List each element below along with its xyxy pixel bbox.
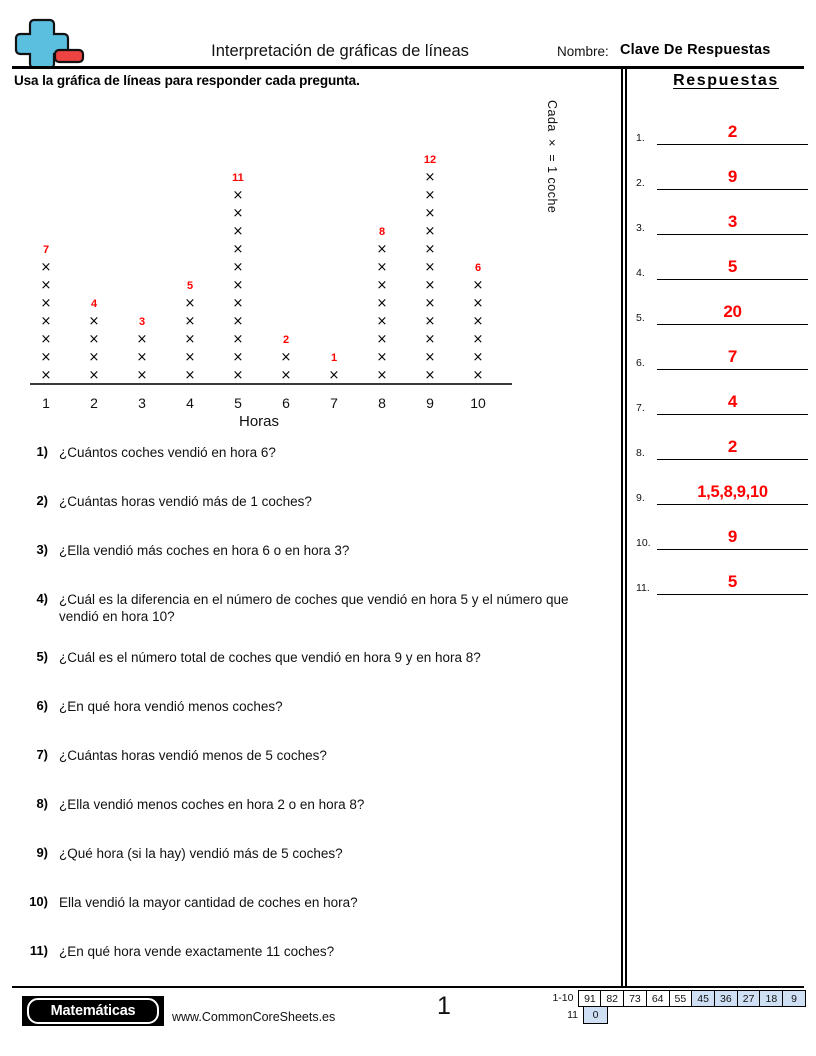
x-mark-icon: ×	[40, 350, 52, 365]
x-mark-icon: ×	[280, 350, 292, 365]
question-number: 10)	[29, 894, 48, 909]
score-cell[interactable]: 64	[647, 990, 670, 1007]
plot-column-8	[362, 225, 402, 385]
score-row-label: 11	[567, 1009, 578, 1021]
x-mark-icon: ×	[184, 314, 196, 329]
answer-number: 10.	[636, 537, 651, 549]
answer-value: 4	[727, 392, 738, 411]
answer-value: 9	[727, 527, 738, 546]
answer-row-10[interactable]	[636, 505, 808, 550]
x-mark-icon: ×	[232, 224, 244, 239]
x-mark-icon: ×	[424, 242, 436, 257]
question-number: 11)	[29, 943, 48, 958]
footer-divider	[12, 986, 804, 988]
score-row-1-10	[530, 990, 806, 1007]
answers-heading: Respuestas	[673, 72, 779, 89]
x-mark-icon: ×	[472, 296, 484, 311]
question-item-9	[14, 845, 609, 862]
question-item-8	[14, 796, 609, 813]
answer-value: 2	[727, 437, 738, 456]
x-mark-icon: ×	[40, 278, 52, 293]
column-count-label: 4	[90, 298, 98, 310]
score-cell[interactable]: 36	[715, 990, 738, 1007]
x-mark-icon: ×	[472, 332, 484, 347]
answer-number: 5.	[636, 312, 645, 324]
x-mark-icon: ×	[376, 260, 388, 275]
column-count-label: 3	[138, 316, 146, 328]
x-mark-icon: ×	[88, 314, 100, 329]
vertical-divider	[621, 66, 627, 986]
x-mark-icon: ×	[376, 332, 388, 347]
score-cell[interactable]: 9	[783, 990, 806, 1007]
x-mark-icon: ×	[328, 368, 340, 383]
x-mark-icon: ×	[184, 296, 196, 311]
x-tick-6: 6	[282, 395, 290, 411]
x-mark-icon: ×	[472, 278, 484, 293]
question-text: ¿En qué hora vendió menos coches?	[59, 699, 283, 714]
question-text: ¿Cuántos coches vendió en hora 6?	[59, 445, 276, 460]
question-item-2	[14, 493, 609, 510]
question-number: 9)	[36, 845, 48, 860]
answer-row-8[interactable]	[636, 415, 808, 460]
x-mark-icon: ×	[424, 332, 436, 347]
x-mark-icon: ×	[472, 350, 484, 365]
x-mark-icon: ×	[424, 350, 436, 365]
x-mark-icon: ×	[232, 242, 244, 257]
x-mark-icon: ×	[376, 242, 388, 257]
score-cell[interactable]: 73	[624, 990, 647, 1007]
x-mark-icon: ×	[424, 206, 436, 221]
question-text: ¿Ella vendió menos coches en hora 2 o en hora 8?	[59, 797, 365, 812]
page-number: 1	[437, 992, 451, 1020]
x-mark-icon: ×	[40, 296, 52, 311]
x-mark-icon: ×	[472, 368, 484, 383]
x-mark-icon: ×	[232, 368, 244, 383]
answer-row-3[interactable]	[636, 190, 808, 235]
answer-row-7[interactable]	[636, 370, 808, 415]
column-count-label: 8	[378, 226, 386, 238]
plot-column-10	[458, 261, 498, 385]
column-count-label: 1	[330, 352, 338, 364]
chart-legend: Cada × = 1 coche	[545, 100, 559, 214]
website-url: www.CommonCoreSheets.es	[172, 1010, 336, 1024]
score-cell[interactable]: 82	[601, 990, 624, 1007]
column-count-label: 12	[423, 154, 437, 166]
score-row-11	[530, 1007, 806, 1024]
score-cell[interactable]: 45	[692, 990, 715, 1007]
x-mark-icon: ×	[424, 278, 436, 293]
x-mark-icon: ×	[40, 332, 52, 347]
x-tick-2: 2	[90, 395, 98, 411]
question-item-5	[14, 649, 609, 666]
question-item-3	[14, 542, 609, 559]
question-text: ¿Cuántas horas vendió más de 1 coches?	[59, 494, 312, 509]
score-row-label: 1-10	[552, 992, 574, 1004]
x-tick-5: 5	[234, 395, 242, 411]
x-mark-icon: ×	[232, 260, 244, 275]
question-number: 6)	[36, 698, 48, 713]
question-number: 7)	[36, 747, 48, 762]
question-item-11	[14, 943, 609, 960]
plot-area	[14, 110, 504, 385]
question-item-4	[14, 591, 609, 625]
x-mark-icon: ×	[424, 170, 436, 185]
answer-value: 5	[727, 257, 738, 276]
answer-value: 20	[723, 302, 742, 321]
x-mark-icon: ×	[40, 314, 52, 329]
answer-row-6[interactable]	[636, 325, 808, 370]
x-mark-icon: ×	[88, 350, 100, 365]
x-mark-icon: ×	[232, 206, 244, 221]
x-mark-icon: ×	[232, 314, 244, 329]
question-text: ¿Ella vendió más coches en hora 6 o en hora 3?	[59, 543, 350, 558]
answer-value: 9	[727, 167, 738, 186]
question-text: Ella vendió la mayor cantidad de coches en hora?	[59, 895, 358, 910]
column-count-label: 2	[282, 334, 290, 346]
score-cell[interactable]: 91	[578, 990, 601, 1007]
plus-minus-logo-icon	[12, 16, 86, 68]
x-mark-icon: ×	[184, 368, 196, 383]
answer-value: 5	[727, 572, 738, 591]
x-mark-icon: ×	[40, 260, 52, 275]
answer-row-5[interactable]	[636, 280, 808, 325]
plot-column-4	[170, 279, 210, 385]
score-table	[530, 990, 806, 1024]
x-mark-icon: ×	[136, 350, 148, 365]
score-cell[interactable]: 27	[738, 990, 761, 1007]
x-tick-10: 10	[470, 395, 486, 411]
x-axis-ticks	[14, 389, 504, 411]
answer-row-1[interactable]	[636, 100, 808, 145]
x-mark-icon: ×	[184, 332, 196, 347]
answer-number: 7.	[636, 402, 645, 414]
x-mark-icon: ×	[88, 368, 100, 383]
x-mark-icon: ×	[184, 350, 196, 365]
instructions-text: Usa la gráfica de líneas para responder cada pregunta.	[14, 73, 360, 88]
column-count-label: 7	[42, 244, 50, 256]
x-mark-icon: ×	[376, 296, 388, 311]
answer-blank-line	[657, 594, 808, 595]
x-tick-3: 3	[138, 395, 146, 411]
name-label: Nombre:	[557, 44, 609, 59]
question-number: 3)	[36, 542, 48, 557]
question-number: 4)	[36, 591, 48, 606]
answer-number: 4.	[636, 267, 645, 279]
header-divider	[12, 66, 804, 69]
question-text: ¿En qué hora vende exactamente 11 coches?	[59, 944, 335, 959]
x-mark-icon: ×	[232, 332, 244, 347]
x-mark-icon: ×	[232, 350, 244, 365]
x-mark-icon: ×	[232, 296, 244, 311]
column-count-label: 6	[474, 262, 482, 274]
answer-row-2[interactable]	[636, 145, 808, 190]
plot-column-9	[410, 153, 450, 385]
answer-number: 3.	[636, 222, 645, 234]
question-item-1	[14, 444, 609, 461]
question-item-7	[14, 747, 609, 764]
x-mark-icon: ×	[424, 296, 436, 311]
plot-column-7	[314, 351, 354, 385]
x-mark-icon: ×	[232, 278, 244, 293]
answer-row-4[interactable]	[636, 235, 808, 280]
brand-label: Matemáticas	[50, 1003, 136, 1019]
plot-column-5	[218, 171, 258, 385]
answer-number: 8.	[636, 447, 645, 459]
question-item-6	[14, 698, 609, 715]
answer-value: 2	[727, 122, 738, 141]
column-count-label: 5	[186, 280, 194, 292]
plot-column-3	[122, 315, 162, 385]
x-mark-icon: ×	[424, 224, 436, 239]
plot-column-6	[266, 333, 306, 385]
answer-number: 1.	[636, 132, 645, 144]
x-tick-7: 7	[330, 395, 338, 411]
brand-logo	[22, 996, 164, 1026]
x-mark-icon: ×	[280, 368, 292, 383]
answer-row-11[interactable]	[636, 550, 808, 595]
x-mark-icon: ×	[424, 368, 436, 383]
answer-number: 2.	[636, 177, 645, 189]
x-axis-label: Horas	[238, 413, 279, 430]
x-mark-icon: ×	[376, 368, 388, 383]
question-number: 8)	[36, 796, 48, 811]
x-mark-icon: ×	[472, 314, 484, 329]
x-mark-icon: ×	[376, 314, 388, 329]
answer-row-9[interactable]	[636, 460, 808, 505]
answer-value: 1,5,8,9,10	[697, 483, 768, 501]
answer-number: 6.	[636, 357, 645, 369]
x-mark-icon: ×	[232, 188, 244, 203]
column-count-label: 11	[232, 172, 244, 184]
score-cell[interactable]: 18	[760, 990, 783, 1007]
x-tick-1: 1	[42, 395, 50, 411]
name-value: Clave De Respuestas	[620, 42, 771, 58]
x-mark-icon: ×	[376, 278, 388, 293]
question-text: ¿Cuántas horas vendió menos de 5 coches?	[59, 748, 327, 763]
line-plot-chart	[14, 110, 614, 435]
question-number: 2)	[36, 493, 48, 508]
plot-column-1	[26, 243, 66, 385]
x-mark-icon: ×	[136, 332, 148, 347]
question-text: ¿Cuál es el número total de coches que vendió en hora 9 y en hora 8?	[59, 650, 481, 665]
x-mark-icon: ×	[424, 188, 436, 203]
x-mark-icon: ×	[424, 314, 436, 329]
question-number: 5)	[36, 649, 48, 664]
question-number: 1)	[36, 444, 48, 459]
x-tick-9: 9	[426, 395, 434, 411]
x-mark-icon: ×	[424, 260, 436, 275]
answer-number: 9.	[636, 492, 645, 504]
question-item-10	[14, 894, 609, 911]
x-mark-icon: ×	[136, 368, 148, 383]
answer-value: 3	[727, 212, 738, 231]
x-tick-8: 8	[378, 395, 386, 411]
answer-value: 7	[727, 347, 738, 366]
score-cell[interactable]: 55	[670, 990, 693, 1007]
plot-column-2	[74, 297, 114, 385]
page-title: Interpretación de gráficas de líneas	[211, 42, 469, 60]
x-mark-icon: ×	[88, 332, 100, 347]
x-axis-line	[30, 383, 512, 385]
question-text: ¿Qué hora (si la hay) vendió más de 5 coches?	[59, 846, 343, 861]
answer-number: 11.	[636, 582, 650, 594]
score-cell[interactable]: 0	[583, 1007, 608, 1024]
x-tick-4: 4	[186, 395, 194, 411]
x-mark-icon: ×	[40, 368, 52, 383]
x-mark-icon: ×	[376, 350, 388, 365]
question-text: ¿Cuál es la diferencia en el número de coches que vendió en hora 5 y el número que vendió en hora 10?	[59, 592, 569, 624]
